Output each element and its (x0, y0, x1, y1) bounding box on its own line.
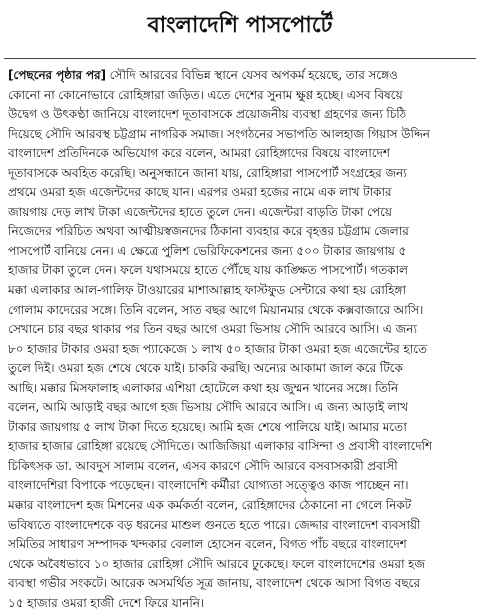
article-line-18: বলেন, আমি আড়াই বছর আগে হজ ভিসায় সৌদি আরবে আসি। এ জন্য আড়াই লাখ (8, 400, 409, 415)
article-line-27: ব্যবস্থা গভীর সংকটে। আরেক অসমর্থিত সূত্র জানায়, বাংলাদেশ থেকে আসা বিগত বছরে (8, 576, 420, 591)
article-line-1-text: সৌদি আরবের বিভিন্ন স্থানে যেসব অপকর্ম হয়েছে, তার সঙ্গেও (105, 68, 398, 82)
article-line-28: ১৫ হাজার ওমরা হাজী দেশে ফিরে যাননি। (8, 595, 205, 610)
article-line-5: বাংলাদেশ প্রতিদিনকে অভিযোগ করে বলেন, আমরা রোহিঙ্গাদের বিষয়ে বাংলাদেশ (8, 146, 390, 161)
article-line-26: থেকে অবৈধভাবে ১০ হাজার রোহিঙ্গা সৌদি আরবে ঢুকেছে। ফলে বাংলাদেশের ওমরা হজ (8, 556, 426, 571)
article-line-16: তুলে দিই। ওমরা হজ শেষে থেকে যাই। চাকরি করছি। অন্যের আকামা জাল করে টিকে (8, 361, 403, 376)
article-line-24: ভবিষ্যতে বাংলাদেশকে বড় ধরনের মাশুল গুনতে হতে পারে। জেদ্দার বাংলাদেশ ব্যবসায়ী (8, 517, 421, 532)
article-line-13: গোলাম কাদেরের সঙ্গে। তিনি বলেন, সাত বছর আগে মিয়ানমার থেকে কক্সবাজারে আসি। (8, 302, 424, 317)
article-line-25: সমিতির সাধারণ সম্পাদক খন্দকার বেলাল হোসেন বলেন, বিগত পাঁচ বছরে বাংলাদেশ (8, 537, 407, 552)
article-line-10: পাসপোর্ট বানিয়ে নেন। এ ক্ষেত্রে পুলিশ ভেরিফিকেশনের জন্য ৫০০ টাকার জায়গায় ৫ (8, 243, 407, 258)
article-line-14: সেখানে চার বছর থাকার পর তিন বছর আগে ওমরা ভিসায় সৌদি আরবে আসি। এ জন্য (8, 322, 417, 337)
article-line-21: চিকিৎসক ডা. আবদুস সালাম বলেন, এসব কারণে সৌদি আরবে বসবাসকারী প্রবাসী (8, 458, 398, 473)
article-line-20: হাজার হাজার রোহিঙ্গা রয়েছে সৌদিতে। আজিজিয়া এলাকার বাসিন্দা ও প্রবাসী বাংলাদেশি (8, 439, 433, 454)
article-line-3: উদ্বেগ ও উৎকণ্ঠা জানিয়ে বাংলাদেশ দূতাবাসকে প্রয়োজনীয় ব্যবস্থা গ্রহণের জন্য চিঠি (8, 107, 407, 122)
article-line-11: হাজার টাকা তুলে দেন। ফলে যথাসময়ে হাতে পৌঁছে যায় কাঙ্ক্ষিত পাসপোর্ট। গতকাল (8, 263, 408, 278)
article-line-2: কোনো না কোনোভাবে রোহিঙ্গারা জড়িত। এতে দেশের সুনাম ক্ষুণ্ণ হচ্ছে। এসব বিষয়ে (8, 87, 403, 102)
article-line-9: নিজেদের পরিচিত অথবা আত্মীয়স্বজনদের ঠিকানা ব্যবহার করে বৃহত্তর চট্টগ্রাম জেলার (8, 224, 409, 239)
article-line-6: দূতাবাসকে অবহিত করেছি। অনুসন্ধানে জানা যায়, রোহিঙ্গারা পাসপোর্ট সংগ্রহের জন্য (8, 165, 407, 180)
article-body (8, 66, 474, 613)
article-line-4: দিয়েছে সৌদি আরবস্থ চট্টগ্রাম নাগরিক সমাজ। সংগঠনের সভাপতি আলহাজ গিয়াস উদ্দিন (8, 126, 430, 141)
article-line-19: টাকার জায়গায় ৫ লাখ টাকা দিতে হয়েছে। আমি হজ শেষে পালিয়ে যাই। আমার মতো (8, 419, 407, 434)
article-line-1 (8, 66, 474, 86)
article-headline: বাংলাদেশি পাসপোর্টে (147, 13, 333, 38)
article-line-7: প্রথমে ওমরা হজ এজেন্টদের কাছে যান। এরপর ওমরা হজের নামে এক লাখ টাকার (8, 185, 392, 200)
continuation-marker: [পেছনের পৃষ্ঠার পর] (8, 68, 106, 82)
article-line-15: ৮০ হাজার টাকার ওমরা হজ প্যাকেজে ১ লাখ ৫০ হাজার টাকা ওমরা হজ এজেন্টের হাতে (8, 341, 427, 356)
headline-divider (4, 58, 476, 59)
article-line-8: জায়গায় দেড় লাখ টাকা এজেন্টদের হাতে তুলে দেন। এজেন্টরা বাড়তি টাকা পেয়ে (8, 204, 392, 219)
article-line-17: আছি। মক্কার মিসফালাহ এলাকার এশিয়া হোটেলে কথা হয় জুম্মন খানের সঙ্গে। তিনি (8, 380, 399, 395)
article-line-12: মক্কা এলাকার আল-গালিফ টাওয়ারের মাশাআল্লাহ ফাস্টফুড সেন্টারে কথা হয় রোহিঙ্গা (8, 283, 406, 298)
article-line-22: বাংলাদেশিরা বিপাকে পড়েছেন। বাংলাদেশি কর্মীরা যোগ্যতা সত্ত্বেও কাজ পাচ্ছেন না। (8, 478, 409, 493)
article-line-23: মক্কার বাংলাদেশ হজ মিশনের এক কর্মকর্তা বলেন, রোহিঙ্গাদের ঠেকানো না গেলে নিকট (8, 498, 412, 513)
